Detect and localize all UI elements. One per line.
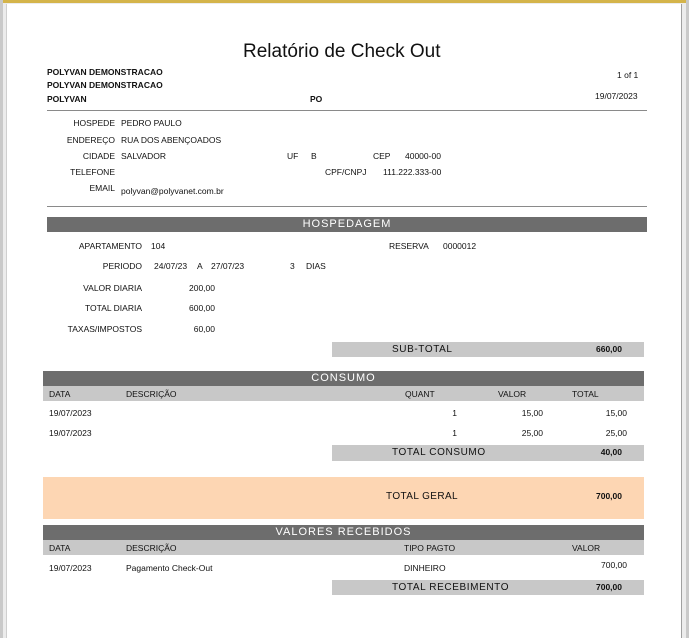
apartamento-label: APARTAMENTO xyxy=(78,241,142,251)
report-page xyxy=(6,4,682,638)
total-geral-label: TOTAL GERAL xyxy=(386,491,459,502)
periodo-label: PERIODO xyxy=(102,261,142,271)
dias-value: 3 xyxy=(290,261,295,271)
subtotal-value: 660,00 xyxy=(596,344,622,354)
total-consumo-value: 40,00 xyxy=(600,447,622,457)
total-diaria-label: TOTAL DIARIA xyxy=(85,303,142,313)
cep-value: 40000-00 xyxy=(405,151,441,161)
consumo-row-total: 25,00 xyxy=(605,428,627,438)
taxas-value: 60,00 xyxy=(193,324,215,334)
subtotal-label: SUB-TOTAL xyxy=(392,344,453,355)
window-top-border xyxy=(0,0,689,3)
recebidos-col-tipo: TIPO PAGTO xyxy=(404,543,456,553)
consumo-row-quant: 1 xyxy=(452,408,457,418)
consumo-col-descricao: DESCRIÇÃO xyxy=(126,389,177,399)
hospedagem-header: HOSPEDAGEM xyxy=(47,217,647,232)
consumo-col-quant: QUANT xyxy=(405,389,435,399)
endereco-value: RUA DOS ABENÇOADOS xyxy=(121,135,222,145)
recebidos-col-valor: VALOR xyxy=(572,543,601,553)
consumo-row-total: 15,00 xyxy=(605,408,627,418)
recebidos-row-descricao: Pagamento Check-Out xyxy=(126,563,213,573)
recebidos-row-valor: 700,00 xyxy=(601,560,627,570)
total-diaria-value: 600,00 xyxy=(189,303,215,313)
apartamento-value: 104 xyxy=(151,241,166,251)
total-recebimento-value: 700,00 xyxy=(596,582,622,592)
email-value: polyvan@polyvanet.com.br xyxy=(121,186,224,196)
reserva-label: RESERVA xyxy=(389,241,429,251)
consumo-col-data: DATA xyxy=(49,389,71,399)
periodo-separator: A xyxy=(197,261,203,271)
consumo-row-data: 19/07/2023 xyxy=(49,408,92,418)
total-recebimento-label: TOTAL RECEBIMENTO xyxy=(392,582,510,593)
hospede-value: PEDRO PAULO xyxy=(121,118,182,128)
recebidos-row-data: 19/07/2023 xyxy=(49,563,92,573)
consumo-row-valor: 25,00 xyxy=(521,428,543,438)
consumo-row-quant: 1 xyxy=(452,428,457,438)
dias-label: DIAS xyxy=(306,261,326,271)
consumo-row-valor: 15,00 xyxy=(521,408,543,418)
consumo-col-valor: VALOR xyxy=(498,389,527,399)
uf-label: UF xyxy=(287,151,299,161)
consumo-columns xyxy=(43,386,644,401)
window-left-border xyxy=(0,0,3,638)
total-consumo-label: TOTAL CONSUMO xyxy=(392,447,486,458)
header-divider xyxy=(47,110,647,111)
company-code: PO xyxy=(310,94,323,104)
hospede-label: HOSPEDE xyxy=(73,118,115,128)
periodo-end: 27/07/23 xyxy=(211,261,245,271)
total-geral-value: 700,00 xyxy=(596,491,622,501)
page-number: 1 of 1 xyxy=(617,70,639,80)
cidade-label: CIDADE xyxy=(82,151,115,161)
consumo-row-data: 19/07/2023 xyxy=(49,428,92,438)
company-name-2: POLYVAN DEMONSTRACAO xyxy=(47,80,163,90)
cep-label: CEP xyxy=(373,151,391,161)
cpf-value: 111.222.333-00 xyxy=(383,167,442,177)
total-geral-band xyxy=(43,477,644,519)
telefone-label: TELEFONE xyxy=(70,167,115,177)
valor-diaria-value: 200,00 xyxy=(189,283,215,293)
email-label: EMAIL xyxy=(89,183,115,193)
cidade-value: SALVADOR xyxy=(121,151,167,161)
consumo-header: CONSUMO xyxy=(43,371,644,386)
subtotal-band xyxy=(332,342,644,357)
recebidos-row-tipo: DINHEIRO xyxy=(404,563,446,573)
recebidos-header: VALORES RECEBIDOS xyxy=(43,525,644,540)
reserva-value: 0000012 xyxy=(443,241,477,251)
taxas-label: TAXAS/IMPOSTOS xyxy=(67,324,142,334)
report-date: 19/07/2023 xyxy=(595,91,638,101)
consumo-col-total: TOTAL xyxy=(572,389,599,399)
company-name-1: POLYVAN DEMONSTRACAO xyxy=(47,67,163,77)
cpf-label: CPF/CNPJ xyxy=(325,167,367,177)
valor-diaria-label: VALOR DIARIA xyxy=(83,283,142,293)
total-consumo-band xyxy=(332,445,644,461)
uf-value: B xyxy=(311,151,317,161)
recebidos-columns xyxy=(43,540,644,555)
company-name-3: POLYVAN xyxy=(47,94,87,104)
report-title: Relatório de Check Out xyxy=(243,41,441,62)
recebidos-col-descricao: DESCRIÇÃO xyxy=(126,543,177,553)
recebidos-col-data: DATA xyxy=(49,543,71,553)
guest-divider xyxy=(47,206,647,207)
endereco-label: ENDEREÇO xyxy=(66,135,115,145)
total-recebimento-band xyxy=(332,580,644,595)
periodo-start: 24/07/23 xyxy=(154,261,188,271)
